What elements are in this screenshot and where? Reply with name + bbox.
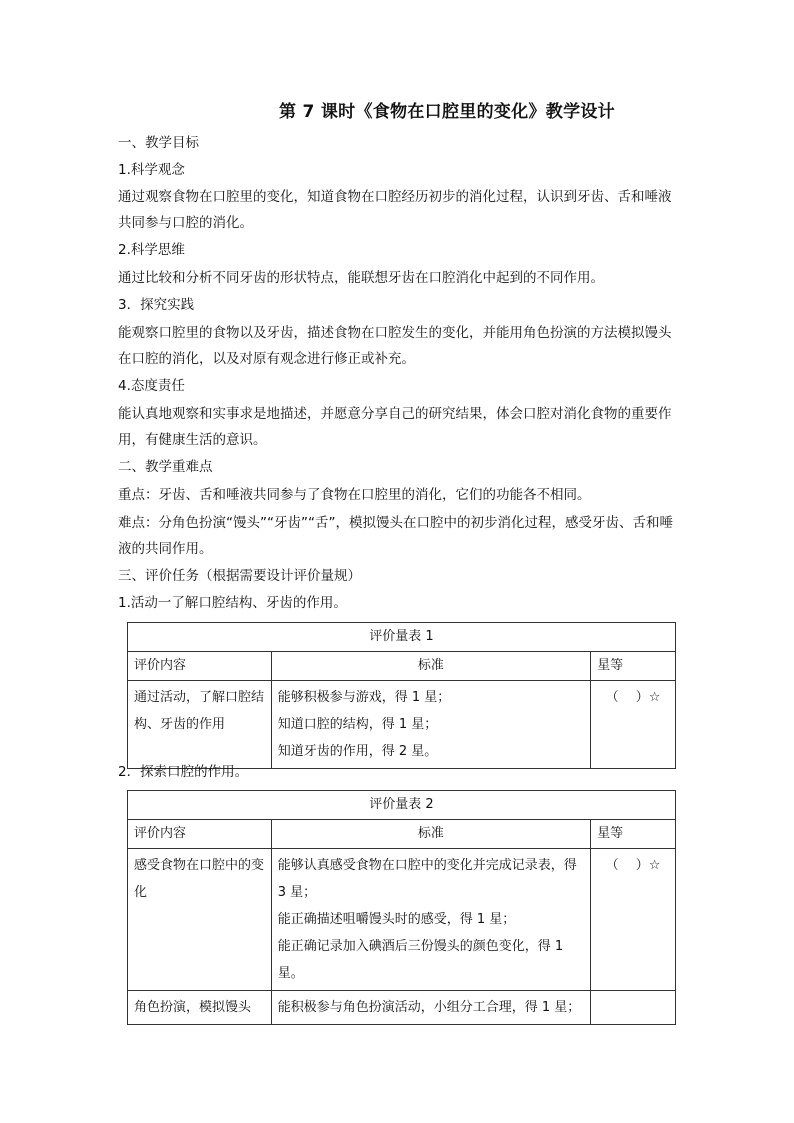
table-2-row-1-content: 感受食物在口腔中的变化 <box>128 849 272 991</box>
table-1-row-1-content: 通过活动，了解口腔结构、牙齿的作用 <box>128 681 272 769</box>
goal-1-text: 通过观察食物在口腔里的变化，知道食物在口腔经历初步的消化过程，认识到牙齿、舌和唾液共同参与口腔的消化。 <box>118 189 672 231</box>
activity-2-label: 2．探索口腔的作用。 <box>118 764 249 780</box>
table-1-header-stars: 星等 <box>591 652 676 681</box>
table-row <box>128 681 676 769</box>
table-1-header-content: 评价内容 <box>128 652 272 681</box>
standard-item: 知道牙齿的作用，得 2 星。 <box>277 744 438 759</box>
standard-item: 知道口腔的结构，得 1 星； <box>277 717 438 732</box>
standard-item: 能正确记录加入碘酒后三份馒头的颜色变化，得 1 星。 <box>277 939 564 981</box>
table-2-row-2-standards <box>271 991 590 1025</box>
table-1-caption: 评价量表 1 <box>128 623 676 652</box>
goal-1-heading: 1.科学观念 <box>118 162 185 178</box>
table-1-row-1-standards <box>271 681 590 769</box>
evaluation-heading: 三、评价任务（根据需要设计评价量规） <box>118 568 361 584</box>
goal-4-heading: 4.态度责任 <box>118 378 185 394</box>
standard-item: 能正确描述咀嚼馒头时的感受，得 1 星； <box>277 912 516 927</box>
goal-4-text: 能认真地观察和实事求是地描述，并愿意分享自己的研究结果，体会口腔对消化食物的重要作用，有健康生活的意识。 <box>118 406 672 448</box>
key-point-text: 重点：牙齿、舌和唾液共同参与了食物在口腔里的消化，它们的功能各不相同。 <box>118 487 591 503</box>
table-1-header-standard: 标准 <box>271 652 590 681</box>
activity-1-label: 1.活动一了解口腔结构、牙齿的作用。 <box>118 595 347 611</box>
goals-heading: 一、教学目标 <box>118 135 199 151</box>
standard-item: 能够认真感受食物在口腔中的变化并完成记录表，得 3 星； <box>277 858 577 900</box>
standard-item: 能够积极参与游戏，得 1 星； <box>277 690 451 705</box>
table-2-header-content: 评价内容 <box>128 820 272 849</box>
table-row <box>128 849 676 991</box>
evaluation-table-2 <box>127 790 676 1025</box>
table-2-row-1-stars: （ ）☆ <box>591 849 676 991</box>
difficulty-text: 难点：分角色扮演“馒头”“牙齿”“舌”，模拟馒头在口腔中的初步消化过程，感受牙齿、舌和唾液的共同作用。 <box>118 515 673 557</box>
goal-3-heading: 3．探究实践 <box>118 297 195 313</box>
goal-2-heading: 2.科学思维 <box>118 242 185 258</box>
table-2-header-standard: 标准 <box>271 820 590 849</box>
table-2-row-2-content: 角色扮演，模拟馒头 <box>128 991 272 1025</box>
evaluation-table-1 <box>127 622 676 769</box>
table-row <box>128 991 676 1025</box>
table-2-caption: 评价量表 2 <box>128 791 676 820</box>
table-2-row-1-standards <box>271 849 590 991</box>
table-2-header-stars: 星等 <box>591 820 676 849</box>
table-1-row-1-stars: （ ）☆ <box>591 681 676 769</box>
goal-2-text: 通过比较和分析不同牙齿的形状特点，能联想牙齿在口腔消化中起到的不同作用。 <box>118 270 604 286</box>
page-title: 第 7 课时《食物在口腔里的变化》教学设计 <box>279 102 615 122</box>
goal-3-text: 能观察口腔里的食物以及牙齿，描述食物在口腔发生的变化，并能用角色扮演的方法模拟馒头在口腔的消化，以及对原有观念进行修正或补充。 <box>118 325 672 367</box>
table-2-row-2-stars <box>591 991 676 1025</box>
key-points-heading: 二、教学重难点 <box>118 459 213 475</box>
standard-item: 能积极参与角色扮演活动，小组分工合理，得 1 星； <box>277 1000 581 1015</box>
